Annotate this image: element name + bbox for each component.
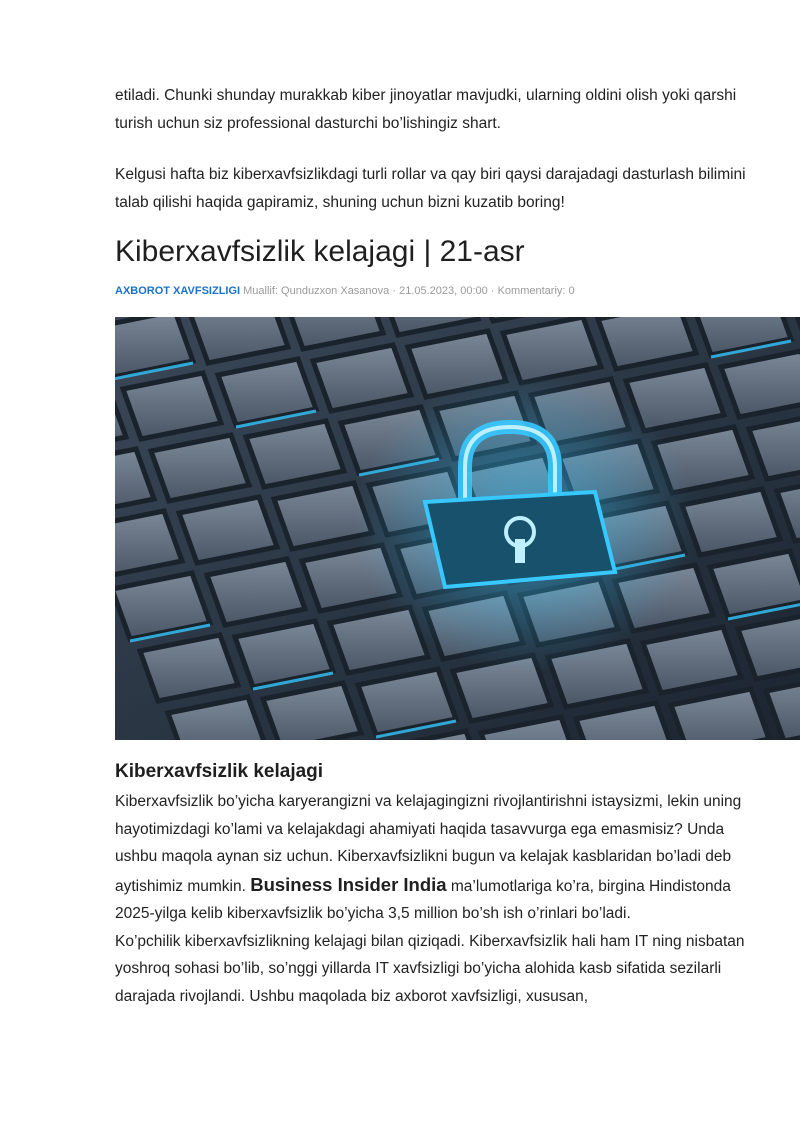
hero-image [115,317,800,740]
comments-link[interactable]: Kommentariy: 0 [497,285,575,297]
article-meta [115,285,575,297]
author-label: Muallif: Qunduzxon Xasanova [243,285,390,297]
meta-separator: · [490,285,495,297]
intro-paragraph: etiladi. Chunki shunday murakkab kiber jinoyatlar mavjudki, ularning oldini olish yoki qarshi turish uchun siz professional dasturchi bo’lishingiz shart. [115,87,737,132]
section-heading: Kiberxavfsizlik kelajagi [115,761,324,782]
body-text-part2: ma’lumotlariga ko’ra, birgina Hindistonda 2025-yilga kelib kiberxavfsizlik bo’yicha 3,5 million bo’sh ish o’rinlari bo’ladi. [115,877,731,922]
source-highlight: Business Insider India [250,873,447,895]
article-body [115,788,755,1010]
meta-separator: · [392,285,397,297]
body-text-part3: Ko’pchilik kiberxavfsizlikning kelajagi bilan qiziqadi. Kiberxavfsizlik hali ham IT ning nisbatan yoshroq sohasi bo’lib, so’nggi yillarda IT xavfsizligi bo’yicha alohida kasb sifatida sezilarli darajada rivojlandi. Ushbu maqolada biz axborot xavfsizligi, xususan, [115,932,745,1005]
body-text-part1: Kiberxavfsizlik bo’yicha karyerangizni va kelajagingizni rivojlantirishni istaysizmi, lekin uning hayotimizdagi ko’lami va kelajakdagi ahamiyati haqida tasavvurga ega emasmisiz? Unda ushbu maqola aynan siz uchun. Kiberxavfsizlikni bugun va kelajak kasblaridan bo’ladi deb aytishimiz mumkin. [115,793,742,895]
date-label: 21.05.2023, 00:00 [399,285,488,297]
category-link[interactable]: AXBOROT XAVFSIZLIGI [115,285,241,297]
follow-up-paragraph: Kelgusi hafta biz kiberxavfsizlikdagi turli rollar va qay biri qaysi darajadagi dasturlash bilimini talab qilishi haqida gapiramiz, shuning uchun bizni kuzatib boring! [115,166,746,211]
article-title: Kiberxavfsizlik kelajagi | 21-asr [115,235,525,268]
